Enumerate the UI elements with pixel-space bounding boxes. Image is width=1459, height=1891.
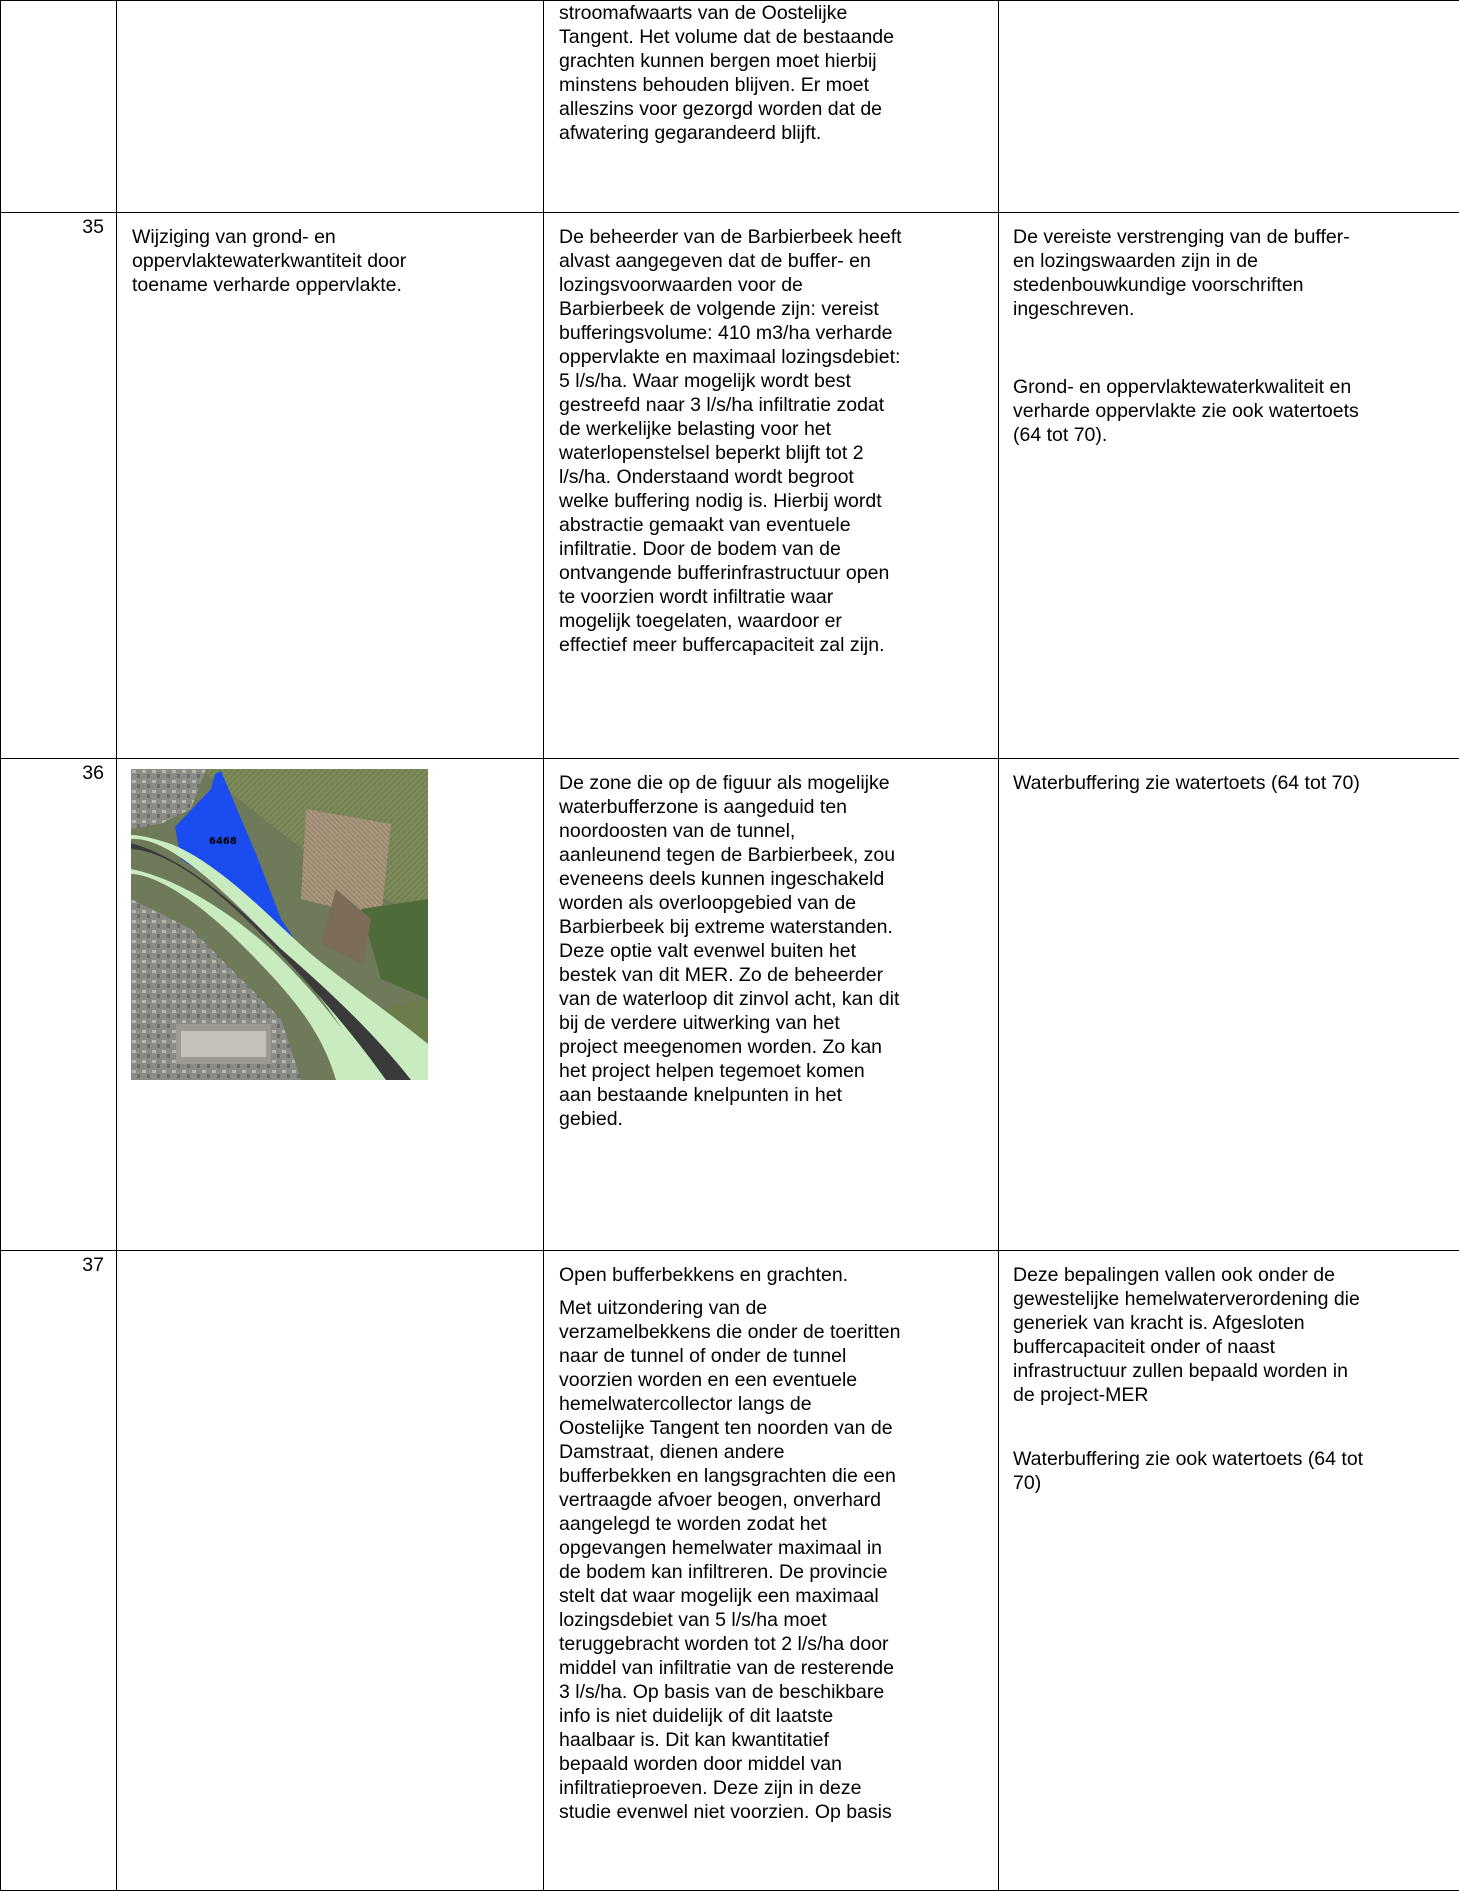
table-row	[1, 1251, 1459, 1891]
remark-text: Grond- en oppervlaktewaterkwaliteit en verharde oppervlakte zie ook watertoets (64 tot 70).	[999, 375, 1459, 447]
row-number: 36	[82, 759, 116, 785]
measure-text: Met uitzondering van de verzamelbekkens die onder de toeritten naar de tunnel of onder de tunnel voorzien worden en een eventuele hemelwatercollector langs de Oostelijke Tangent ten noorden van de Damstraat, dienen andere bufferbekken en langsgrachten die een vertraagde afvoer beogen, onverhard aangelegd te worden zodat het opgevangen hemelwater maximaal in de bodem kan infiltreren. De provincie stelt dat waar mogelijk een maximaal lozingsdebiet van 5 l/s/ha moet teruggebracht worden tot 2 l/s/ha door middel van infiltratie van de resterende 3 l/s/ha. Op basis van de beschikbare info is niet duidelijk of dit laatste haalbaar is. Dit kan kwantitatief bepaald worden door middel van infiltratieproeven. Deze zijn in deze studie evenwel niet voorzien. Op basis	[544, 1296, 998, 1824]
row-number-cell	[1, 213, 117, 759]
effect-text: Wijziging van grond- en oppervlaktewaterkwantiteit door toename verharde oppervlakte.	[117, 213, 543, 297]
effect-cell	[117, 213, 544, 759]
remark-text: Waterbuffering zie ook watertoets (64 tot 70)	[999, 1447, 1459, 1495]
measure-text: De zone die op de figuur als mogelijke waterbufferzone is aangeduid ten noordoosten van de tunnel, aanleunend tegen de Barbierbeek, zou eveneens deels kunnen ingeschakeld worden als overloopgebied van de Barbierbeek bij extreme waterstanden. Deze optie valt evenwel buiten het bestek van dit MER. Zo de beheerder van de waterloop dit zinvol acht, kan dit bij de verdere uitwerking van het project meegenomen worden. Zo kan het project helpen tegemoet komen aan bestaande knelpunten in het gebied.	[544, 759, 998, 1131]
measure-heading: Open bufferbekkens en grachten.	[544, 1251, 998, 1287]
remark-cell	[999, 213, 1459, 759]
measure-text: stroomafwaarts van de Oostelijke Tangent. Het volume dat de bestaande grachten kunnen bergen moet hierbij minstens behouden blijven. Er moet alleszins voor gezorgd worden dat de afwatering gegarandeerd blijft.	[544, 1, 998, 145]
table-row	[1, 1, 1459, 213]
remark-text: Deze bepalingen vallen ook onder de gewestelijke hemelwaterverordening die generiek van kracht is. Afgesloten buffercapaciteit onder of naast infrastructuur zullen bepaald worden in de project-MER	[999, 1251, 1459, 1407]
measure-cell	[544, 1, 999, 213]
map-cell	[117, 759, 544, 1251]
remark-cell	[999, 1251, 1459, 1891]
remark-text: Waterbuffering zie watertoets (64 tot 70)	[999, 759, 1459, 795]
effect-cell	[117, 1, 544, 213]
row-number: 35	[82, 213, 116, 239]
aerial-map-image	[131, 769, 428, 1080]
remark-cell	[999, 759, 1459, 1251]
table-row	[1, 759, 1459, 1251]
remark-cell	[999, 1, 1459, 213]
map-zone-label: 6468	[209, 836, 237, 847]
measure-text: De beheerder van de Barbierbeek heeft alvast aangegeven dat de buffer- en lozingsvoorwaarden voor de Barbierbeek de volgende zijn: vereist bufferingsvolume: 410 m3/ha verharde oppervlakte en maximaal lozingsdebiet: 5 l/s/ha. Waar mogelijk wordt best gestreefd naar 3 l/s/ha infiltratie zodat de werkelijke belasting voor het waterlopenstelsel beperkt blijft tot 2 l/s/ha. Onderstaand wordt begroot welke buffering nodig is. Hierbij wordt abstractie gemaakt van eventuele infiltratie. Door de bodem van de ontvangende bufferinfrastructuur open te voorzien wordt infiltratie waar mogelijk toegelaten, waardoor er effectief meer buffercapaciteit zal zijn.	[544, 213, 998, 657]
measure-cell	[544, 1251, 999, 1891]
row-number-cell	[1, 1, 117, 213]
measure-cell	[544, 759, 999, 1251]
effect-cell	[117, 1251, 544, 1891]
remark-text: De vereiste verstrenging van de buffer- en lozingswaarden zijn in de stedenbouwkundige voorschriften ingeschreven.	[999, 213, 1459, 321]
row-number: 37	[82, 1251, 116, 1277]
measure-cell	[544, 213, 999, 759]
row-number-cell	[1, 1251, 117, 1891]
row-number-cell	[1, 759, 117, 1251]
table-row	[1, 213, 1459, 759]
